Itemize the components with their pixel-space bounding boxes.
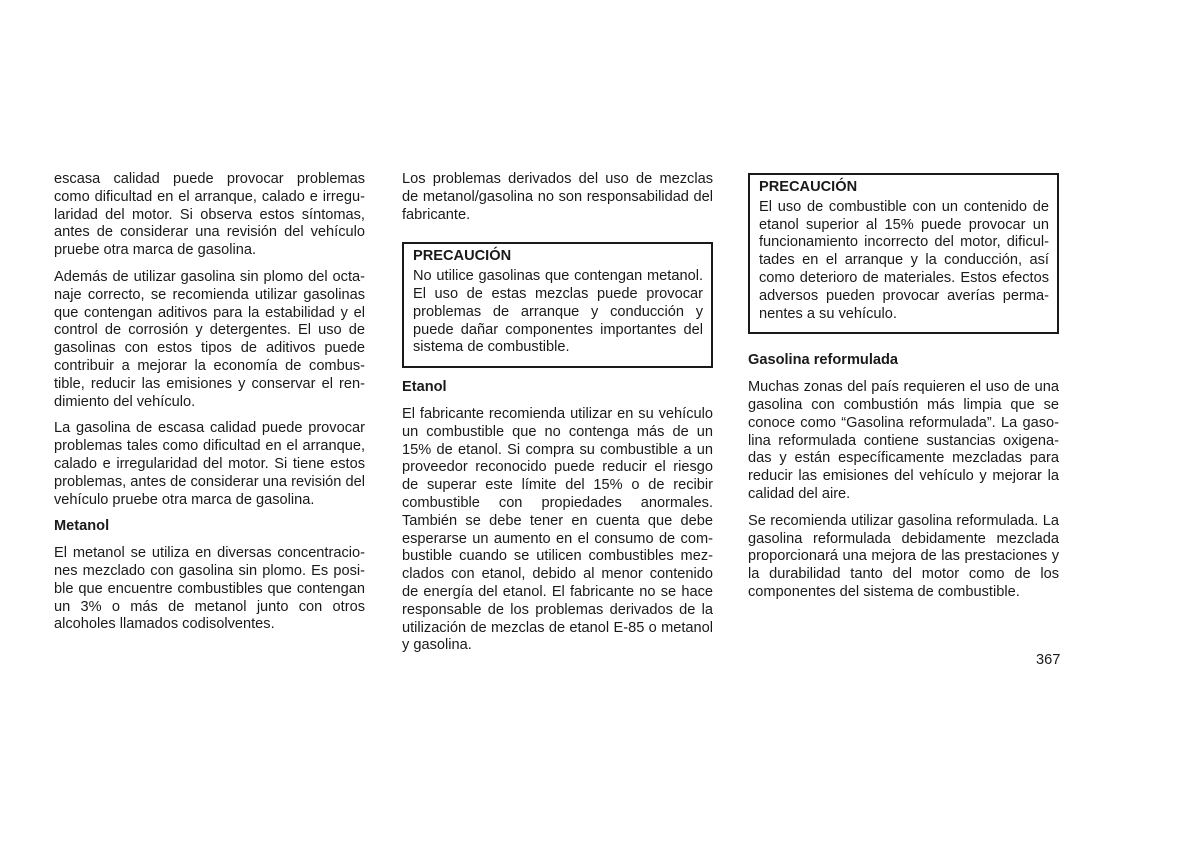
caution-title: PRECAUCIÓN: [413, 248, 512, 265]
paragraph-reformulada-recommendation: Se recomienda utilizar gasolina reformulada. La gasolina reformulada debidamente mezclada proporcionará una mejora de las prestaciones y la durabilidad tanto del motor como de los componentes del sistema de combustible.: [748, 512, 1059, 600]
metanol-heading: Metanol: [54, 518, 110, 535]
metanol-text: El metanol se utiliza en diversas concentraciones mezclado con gasolina sin plomo. Es posible que encuentre combustibles que contengan un 3% o más de metanol junto con otros alcoholes llamados codisolventes.: [54, 545, 365, 633]
section-gasolina-reformulada: [748, 352, 1059, 503]
paragraph-poor-quality-fuel: escasa calidad puede provocar problemas como dificultad en el arranque, calado e irregularidad del motor. Si observa estos síntomas, antes de considerar una revisión del vehículo pruebe otra marca de gasolina.: [54, 171, 365, 259]
column-left: [54, 171, 365, 643]
section-etanol: [402, 379, 713, 655]
caution-box-metanol: [402, 242, 713, 368]
column-right: [748, 171, 1059, 611]
paragraph-poor-quality-problems: La gasolina de escasa calidad puede provocar problemas tales como dificultad en el arranque, calado e irregularidad del motor. Si tiene estos problemas, antes de considerar una revisión del vehículo pruebe otra marca de gasolina.: [54, 420, 365, 508]
etanol-heading: Etanol: [402, 379, 447, 396]
caution-text: El uso de combustible con un contenido de etanol superior al 15% puede provocar un funcionamiento incorrecto del motor, dificultades en el arranque y la conducción, así como deterioro de materiales. Estos efectos adversos pueden provocar averías permanentes a su vehículo.: [759, 198, 1049, 322]
etanol-text: El fabricante recomienda utilizar en su vehículo un combustible que no contenga más de un 15% de etanol. Si compra su combustible a un proveedor reconocido puede reducir el riesgo de superar este límite del 15% o de recibir combustible con propiedades anormales. También se debe tener en cuenta que debe esperarse un aumento en el consumo de combustible cuando se utilicen combustibles mezclados con etanol, debido al menor contenido de energía del etanol. El fabricante no se hace responsable de los problemas derivados de la utilización de mezclas de etanol E-85 o metanol y gasolina.: [402, 405, 713, 654]
caution-text: No utilice gasolinas que contengan metanol. El uso de estas mezclas puede provocar problemas de arranque y conducción y puede dañar componentes importantes del sistema de combustible.: [413, 268, 703, 356]
reformulada-text: Muchas zonas del país requieren el uso de una gasolina con combustión más limpia que se conoce como “Gasolina reformulada”. La gasolina reformulada contiene sustancias oxigenadas y están específicamente mezcladas para reducir las emisiones del vehículo y mejorar la calidad del aire.: [748, 379, 1059, 502]
reformulada-heading: Gasolina reformulada: [748, 352, 899, 369]
paragraph-metanol-liability: Los problemas derivados del uso de mezclas de metanol/gasolina no son responsabilidad del fabricante.: [402, 171, 713, 223]
caution-title: PRECAUCIÓN: [759, 179, 858, 195]
caution-box-etanol: [748, 173, 1059, 334]
page-number: 367: [1036, 652, 1061, 668]
paragraph-additives: Además de utilizar gasolina sin plomo del octanaje correcto, se recomienda utilizar gasolinas que contengan aditivos para la estabilidad y el control de corrosión y detergentes. El uso de gasolinas con estos tipos de aditivos puede contribuir a mejorar la economía de combustible, reducir las emisiones y conservar el rendimiento del vehículo.: [54, 268, 365, 410]
column-middle: [402, 171, 713, 664]
section-metanol: [54, 518, 365, 634]
